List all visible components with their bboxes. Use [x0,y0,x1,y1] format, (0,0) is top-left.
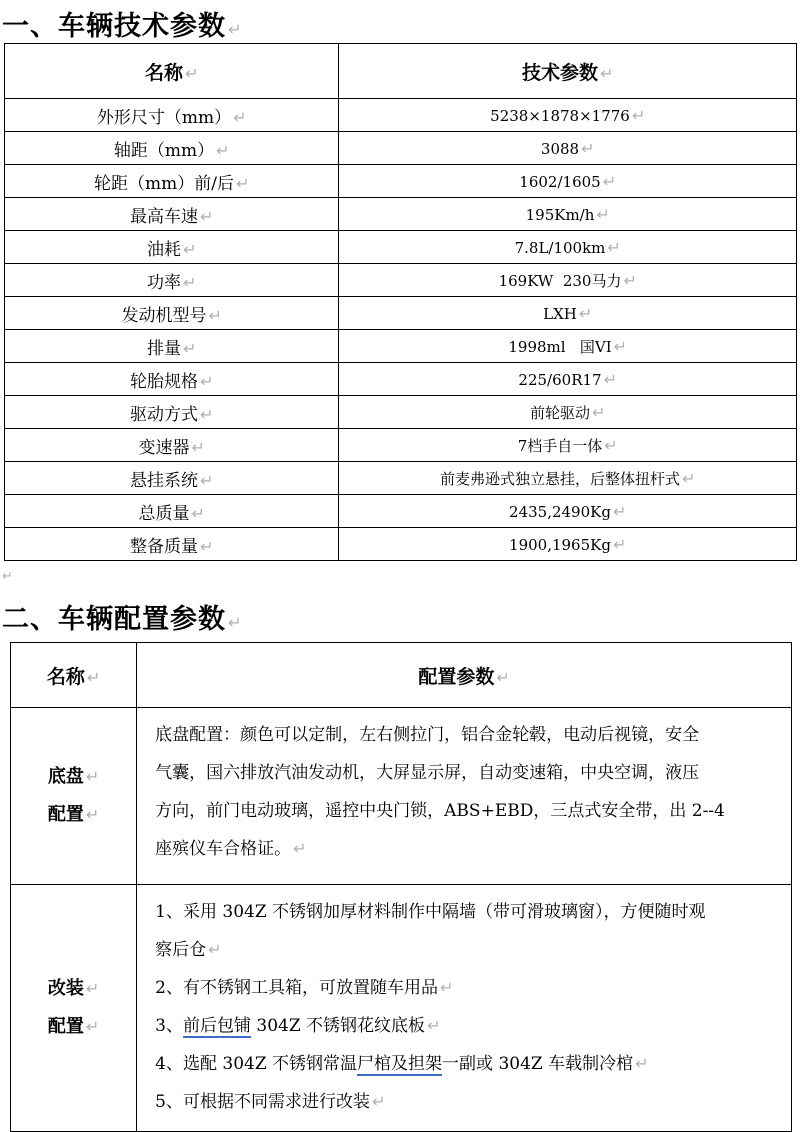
modification-item: 3、前后包铺 304Z 不锈钢花纹底板 ↵ [155,1016,441,1036]
spec-name: 整备质量 ↵ [5,528,339,561]
spec-name: 外形尺寸（mm） ↵ [5,99,339,132]
spec-row [5,330,797,363]
technical-parameters-table [4,43,797,561]
modification-item: 5、可根据不同需求进行改装 ↵ [155,1092,386,1112]
header-name: 名称 ↵ [11,643,137,708]
table-header-row [5,44,797,99]
spec-value: 2435,2490Kg ↵ [339,495,797,528]
spec-value: 1900,1965Kg ↵ [339,528,797,561]
chassis-text-line: 座殡仪车合格证。 ↵ [155,839,307,859]
header-value: 技术参数 ↵ [339,44,797,99]
spec-row [5,396,797,429]
spec-value: 169KW 230马力 ↵ [339,264,797,297]
spec-row [5,528,797,561]
spec-name: 轮胎规格 ↵ [5,363,339,396]
spec-name: 排量 ↵ [5,330,339,363]
table-header-row [11,643,792,708]
spec-name: 功率 ↵ [5,264,339,297]
spec-name: 油耗 ↵ [5,231,339,264]
modification-config-row [11,885,792,1132]
paragraph-mark-icon: ↵ [228,613,243,632]
spec-value: 7.8L/100km ↵ [339,231,797,264]
spec-row [5,165,797,198]
spec-value: 1998ml 国VI ↵ [339,330,797,363]
paragraph-mark-icon: ↵ [2,569,13,584]
spec-value: 7档手自一体 ↵ [339,429,797,462]
spec-name: 总质量 ↵ [5,495,339,528]
spec-value: 前轮驱动 ↵ [339,396,797,429]
spec-value: 1602/1605 ↵ [339,165,797,198]
spec-row [5,495,797,528]
modification-item: 2、有不锈钢工具箱，可放置随车用品 ↵ [155,978,454,998]
paragraph-mark-icon: ↵ [228,20,243,39]
spec-value: 3088 ↵ [339,132,797,165]
spec-row [5,363,797,396]
spec-value: 195Km/h ↵ [339,198,797,231]
spec-row [5,99,797,132]
header-name: 名称 ↵ [5,44,339,99]
spec-value: LXH ↵ [339,297,797,330]
configuration-table [10,642,792,1132]
section-2-title: 二、车辆配置参数 ↵ [2,604,243,635]
modification-label: 改装 ↵ 配置 ↵ [11,885,137,1132]
spec-name: 轮距（mm）前/后 ↵ [5,165,339,198]
chassis-text-line: 气囊，国六排放汽油发动机，大屏显示屏，自动变速箱，中央空调，液压 [155,763,700,783]
chassis-description [137,708,792,885]
spec-value: 5238×1878×1776 ↵ [339,99,797,132]
spec-row [5,132,797,165]
spec-row [5,231,797,264]
spec-row [5,264,797,297]
spec-value: 225/60R17 ↵ [339,363,797,396]
spec-row [5,297,797,330]
chassis-text-line: 方向，前门电动玻璃，遥控中央门锁，ABS+EBD，三点式安全带，出 2--4 [155,801,725,821]
spec-row [5,198,797,231]
spec-row [5,462,797,495]
header-config: 配置参数 ↵ [137,643,792,708]
spec-value: 前麦弗逊式独立悬挂，后整体扭杆式 ↵ [339,462,797,495]
section-1-title: 一、车辆技术参数 ↵ [2,11,243,42]
modification-item: 1、采用 304Z 不锈钢加厚材料制作中隔墙（带可滑玻璃窗），方便随时观 [155,902,706,922]
spec-name: 最高车速 ↵ [5,198,339,231]
spec-name: 驱动方式 ↵ [5,396,339,429]
modification-item: 察后仓 ↵ [155,940,222,960]
chassis-text-line: 底盘配置：颜色可以定制，左右侧拉门，铝合金轮毂，电动后视镜，安全 [155,725,700,745]
spec-name: 悬挂系统 ↵ [5,462,339,495]
spec-name: 轴距（mm） ↵ [5,132,339,165]
modification-description [137,885,792,1132]
modification-item: 4、选配 304Z 不锈钢常温尸棺及担架一副或 304Z 车载制冷棺 ↵ [155,1054,649,1074]
chassis-label: 底盘 ↵ 配置 ↵ [11,708,137,885]
chassis-config-row [11,708,792,885]
spec-name: 变速器 ↵ [5,429,339,462]
spec-row [5,429,797,462]
spec-name: 发动机型号 ↵ [5,297,339,330]
